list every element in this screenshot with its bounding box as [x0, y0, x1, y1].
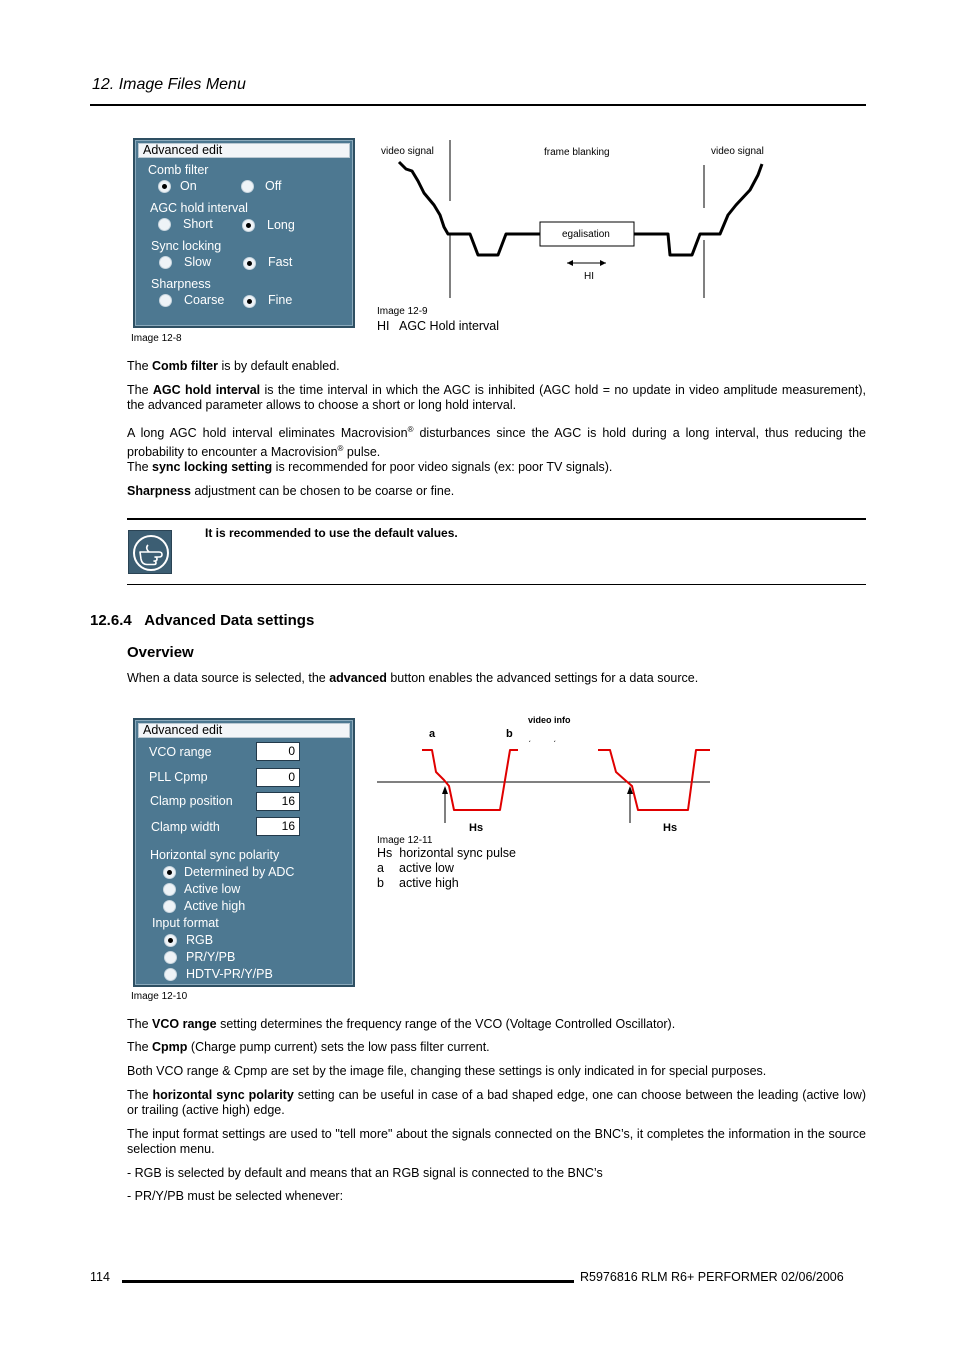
rgb-paragraph — [127, 1166, 866, 1181]
text: (Charge pump current) sets the low pass filter current. — [187, 1040, 490, 1054]
term: VCO range — [152, 1017, 217, 1031]
sync-locking-label: Sync locking — [151, 239, 222, 253]
section-title-text: Advanced Data settings — [144, 612, 315, 629]
sharpness-coarse-label: Coarse — [184, 293, 225, 307]
sharpness-paragraph — [127, 484, 866, 499]
hsync-determined-label: Determined by ADC — [184, 865, 295, 879]
page-number: 114 — [90, 1270, 110, 1284]
text: A long AGC hold interval eliminates Macrovision — [127, 426, 408, 441]
comb-filter-paragraph — [127, 359, 866, 374]
hs-label-2: Hs — [663, 822, 678, 834]
text: button enables the advanced settings for a data source. — [386, 671, 699, 685]
pll-cpmp-label: PLL Cpmp — [149, 770, 208, 784]
term: Cpmp — [152, 1040, 188, 1054]
legend-key: Hs — [377, 846, 393, 860]
note-top-rule — [127, 518, 866, 520]
vco-range-label: VCO range — [149, 745, 212, 759]
diagram1-legend-key: HI — [377, 319, 390, 333]
agc-hold-short-label: Short — [183, 217, 213, 231]
input-pr-y-pb-radio[interactable] — [164, 951, 177, 964]
term: AGC hold interval — [152, 383, 261, 397]
sync-locking-fast-label: Fast — [268, 255, 293, 269]
sync-locking-slow-radio[interactable] — [159, 256, 172, 269]
hsync-active-low-radio[interactable] — [163, 883, 176, 896]
legend-row-hs — [377, 846, 516, 860]
sync-locking-slow-label: Slow — [184, 255, 212, 269]
horizontal-sync-polarity-label: Horizontal sync polarity — [150, 848, 280, 862]
text: - PR/Y/PB must be selected whenever: — [127, 1189, 344, 1203]
image-file-settings-paragraph — [127, 1064, 866, 1079]
hs-label-1: Hs — [469, 822, 484, 834]
document-reference: R5976816 RLM R6+ PERFORMER 02/06/2006 — [580, 1270, 844, 1284]
section-heading — [90, 612, 314, 629]
macrovision-paragraph — [127, 422, 866, 460]
sync-pulse-waveform-2 — [598, 750, 710, 810]
note-text: It is recommended to use the default values. — [205, 526, 458, 540]
pll-cpmp-input[interactable]: 0 — [256, 768, 300, 787]
text: Both VCO range & Cpmp are set by the image file, changing these settings is only indicated in for special purposes. — [127, 1064, 767, 1078]
input-format-paragraph — [127, 1127, 866, 1157]
text: is by default enabled. — [218, 359, 340, 373]
input-rgb-radio[interactable] — [164, 934, 177, 947]
text: is the time interval in which the AGC is inhibited (AGC hold = no update in video amplitude measurement), the advanced parameter allows to choose a short or long hold interval. — [127, 383, 866, 412]
input-hdtv-radio[interactable] — [164, 968, 177, 981]
text: is recommended for poor video signals (ex: poor TV signals). — [272, 460, 613, 474]
pointing-hand-icon — [128, 530, 172, 574]
tick-mark: ˏ — [553, 732, 556, 742]
video-signal-right-label: video signal — [711, 146, 764, 157]
sync-locking-fast-radio[interactable] — [243, 257, 256, 270]
video-signal-left-label: video signal — [381, 146, 434, 157]
comb-filter-label: Comb filter — [148, 163, 209, 177]
agc-hold-paragraph — [127, 383, 866, 413]
text: The — [127, 383, 153, 397]
menu-title: Advanced edit — [138, 143, 350, 158]
advanced-edit-menu-data — [133, 718, 355, 987]
text: The input format settings are used to "tell more" about the signals connected on the BNC’s, it completes the information in the source selection menu. — [127, 1127, 866, 1156]
agc-hold-long-radio[interactable] — [242, 219, 255, 232]
text: - RGB is selected by default and means that an RGB signal is connected to the BNC’s — [127, 1166, 603, 1180]
vco-range-paragraph — [127, 1017, 866, 1032]
term: sync locking setting — [152, 460, 273, 474]
text: disturbances since the AGC is hold during a long interval, thus reducing the probability to encounter a Macrovision — [127, 426, 866, 460]
cpmp-paragraph — [127, 1040, 866, 1055]
legend-key: a — [377, 861, 384, 875]
agc-hold-label: AGC hold interval — [150, 201, 248, 215]
legend-row-b — [377, 876, 459, 890]
input-hdtv-label: HDTV-PR/Y/PB — [186, 967, 273, 981]
registered-mark: ® — [337, 444, 344, 454]
hi-arrow-left-head — [567, 260, 573, 266]
text: setting determines the frequency range of the VCO (Voltage Controlled Oscillator). — [216, 1017, 676, 1031]
egalisation-label: egalisation — [562, 229, 610, 240]
hi-label: HI — [584, 271, 594, 282]
note-bottom-rule — [127, 584, 866, 585]
hs-arrow-1-head — [442, 786, 448, 794]
agc-hold-long-label: Long — [267, 218, 295, 232]
hsync-active-high-label: Active high — [184, 899, 246, 913]
clamp-width-input[interactable]: 16 — [256, 817, 300, 836]
vco-range-input[interactable]: 0 — [256, 742, 300, 761]
text: The — [127, 1040, 153, 1054]
sharpness-fine-label: Fine — [268, 293, 293, 307]
legend-value: active low — [399, 861, 454, 875]
input-format-label: Input format — [152, 916, 219, 930]
advanced-edit-menu-video — [133, 138, 355, 328]
chapter-title: 12. Image Files Menu — [92, 76, 246, 93]
intro-paragraph — [127, 671, 866, 686]
text: The — [127, 460, 153, 474]
text: setting can be useful in case of a bad shaped edge, one can choose between the leading (active low) or trailing (active high) edge. — [127, 1088, 867, 1117]
hsync-active-high-radio[interactable] — [163, 900, 176, 913]
text: pulse. — [343, 445, 381, 460]
section-number: 12.6.4 — [90, 612, 132, 629]
sharpness-fine-radio[interactable] — [243, 295, 256, 308]
horizontal-sync-diagram — [370, 710, 720, 835]
hsync-determined-radio[interactable] — [163, 866, 176, 879]
tick-mark: ˏ — [528, 732, 531, 742]
header-rule — [90, 104, 866, 106]
sync-locking-paragraph — [127, 460, 866, 475]
term: horizontal sync polarity — [152, 1088, 294, 1102]
legend-value: active high — [399, 876, 459, 890]
text: When a data source is selected, the — [127, 671, 330, 685]
menu-title: Advanced edit — [138, 723, 350, 738]
comb-filter-off-label: Off — [265, 179, 282, 193]
sync-pulse-waveform-1 — [422, 750, 518, 810]
frame-blanking-label: frame blanking — [544, 147, 610, 158]
legend-row-a — [377, 861, 454, 875]
image-caption-12-11: Image 12-11 — [377, 835, 433, 846]
hsync-polarity-paragraph — [127, 1088, 866, 1118]
text: The — [127, 1088, 153, 1102]
input-pr-y-pb-label: PR/Y/PB — [186, 950, 236, 964]
sharpness-coarse-radio[interactable] — [159, 294, 172, 307]
footer-rule — [122, 1280, 574, 1283]
legend-key: b — [377, 876, 384, 890]
term: advanced — [329, 671, 387, 685]
text: The — [127, 359, 153, 373]
comb-filter-off-radio[interactable] — [241, 180, 254, 193]
term: Comb filter — [152, 359, 218, 373]
sharpness-label: Sharpness — [151, 277, 211, 291]
agc-hold-diagram — [370, 135, 790, 305]
hsync-active-low-label: Active low — [184, 882, 241, 896]
image-caption-12-8: Image 12-8 — [131, 333, 182, 344]
diagram1-legend-value: AGC Hold interval — [399, 319, 500, 333]
image-caption-12-10: Image 12-10 — [131, 991, 188, 1002]
overview-heading: Overview — [127, 644, 194, 661]
registered-mark: ® — [407, 425, 414, 434]
active-high-edge-label: b — [506, 728, 513, 740]
image-caption-12-9: Image 12-9 — [377, 306, 428, 317]
term: Sharpness — [127, 484, 191, 498]
agc-hold-short-radio[interactable] — [158, 218, 171, 231]
clamp-position-input[interactable]: 16 — [256, 792, 300, 811]
clamp-width-label: Clamp width — [151, 820, 220, 834]
text: adjustment can be chosen to be coarse or fine. — [190, 484, 455, 498]
comb-filter-on-label: On — [180, 179, 197, 193]
input-rgb-label: RGB — [186, 933, 214, 947]
comb-filter-on-radio[interactable] — [158, 180, 171, 193]
legend-value: horizontal sync pulse — [399, 846, 517, 860]
video-info-label: video info — [528, 715, 571, 725]
text: The — [127, 1017, 153, 1031]
clamp-position-label: Clamp position — [150, 794, 233, 808]
pr-y-pb-paragraph — [127, 1189, 866, 1204]
hi-arrow-right-head — [600, 260, 606, 266]
active-low-edge-label: a — [429, 728, 436, 740]
